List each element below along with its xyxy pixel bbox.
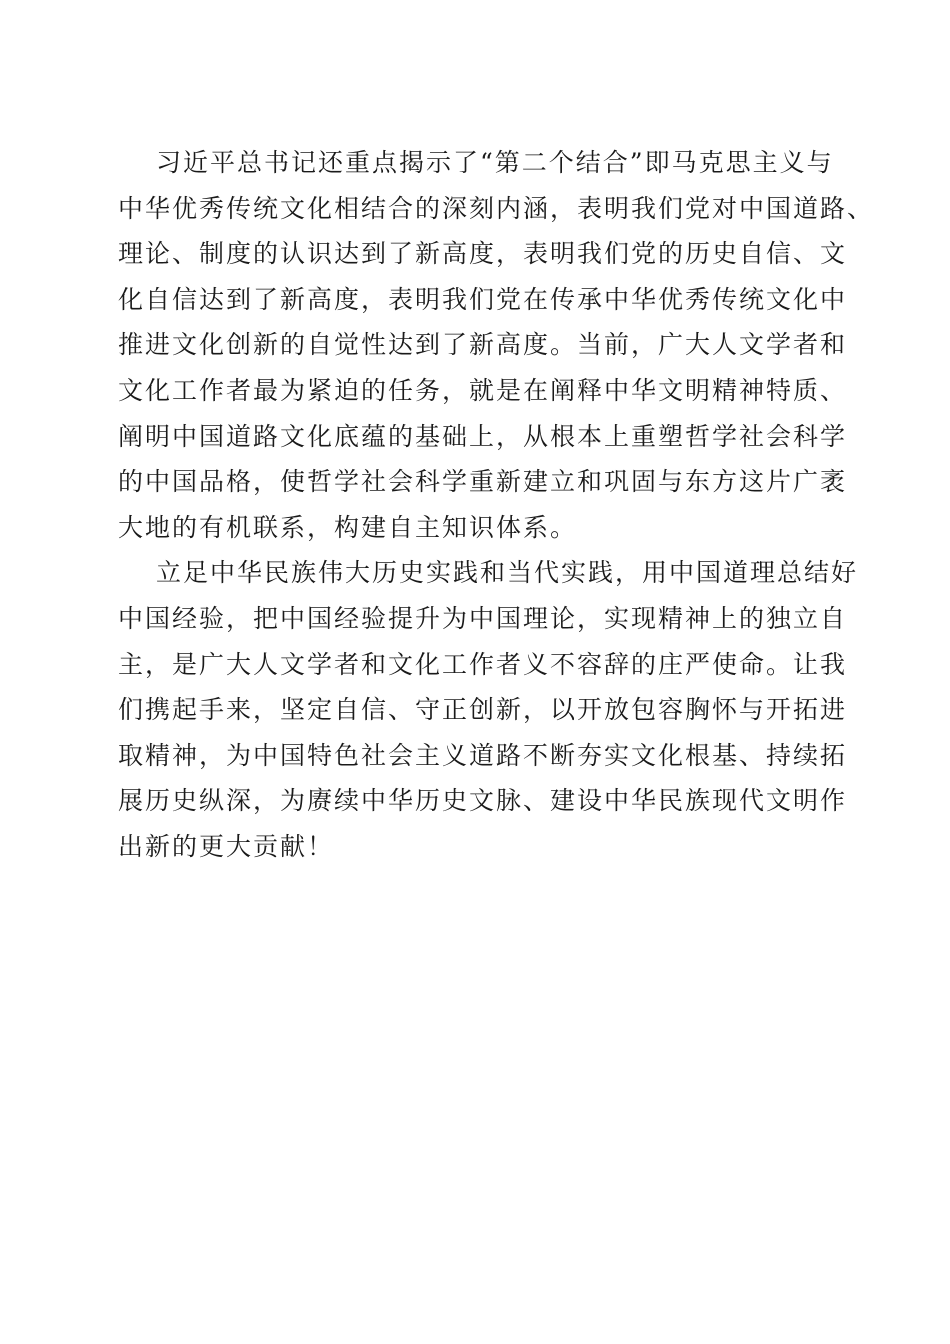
paragraph-line: 立足中华民族伟大历史实践和当代实践，用中国道理总结好: [156, 558, 859, 588]
paragraph-line: 中国经验，把中国经验提升为中国理论，实现精神上的独立自: [118, 603, 848, 633]
paragraph-line: 取精神，为中国特色社会主义道路不断夯实文化根基、持续拓: [118, 740, 848, 770]
paragraph-line: 们携起手来，坚定自信、守正创新，以开放包容胸怀与开拓进: [118, 695, 848, 725]
paragraph-line: 理论、制度的认识达到了新高度，表明我们党的历史自信、文: [118, 239, 848, 269]
paragraph-line: 大地的有机联系，构建自主知识体系。: [118, 512, 578, 542]
paragraph-line: 习近平总书记还重点揭示了“第二个结合”即马克思主义与: [156, 148, 834, 177]
paragraph-line: 出新的更大贡献！: [118, 831, 335, 861]
paragraph-line: 推进文化创新的自觉性达到了新高度。当前，广大人文学者和: [118, 330, 848, 360]
paragraph-line: 中华优秀传统文化相结合的深刻内涵，表明我们党对中国道路、: [118, 193, 875, 223]
paragraph-line: 主，是广大人文学者和文化工作者义不容辞的庄严使命。让我: [118, 649, 848, 679]
paragraph-1: [118, 145, 875, 546]
paragraph-line: 文化工作者最为紧迫的任务，就是在阐释中华文明精神特质、: [118, 375, 848, 405]
paragraph-2: [118, 555, 859, 865]
paragraph-line: 展历史纵深，为赓续中华历史文脉、建设中华民族现代文明作: [118, 786, 848, 816]
document-body: [118, 145, 875, 875]
paragraph-line: 化自信达到了新高度，表明我们党在传承中华优秀传统文化中: [118, 284, 848, 314]
paragraph-line: 阐明中国道路文化底蕴的基础上，从根本上重塑哲学社会科学: [118, 421, 848, 451]
paragraph-line: 的中国品格，使哲学社会科学重新建立和巩固与东方这片广袤: [118, 467, 848, 497]
